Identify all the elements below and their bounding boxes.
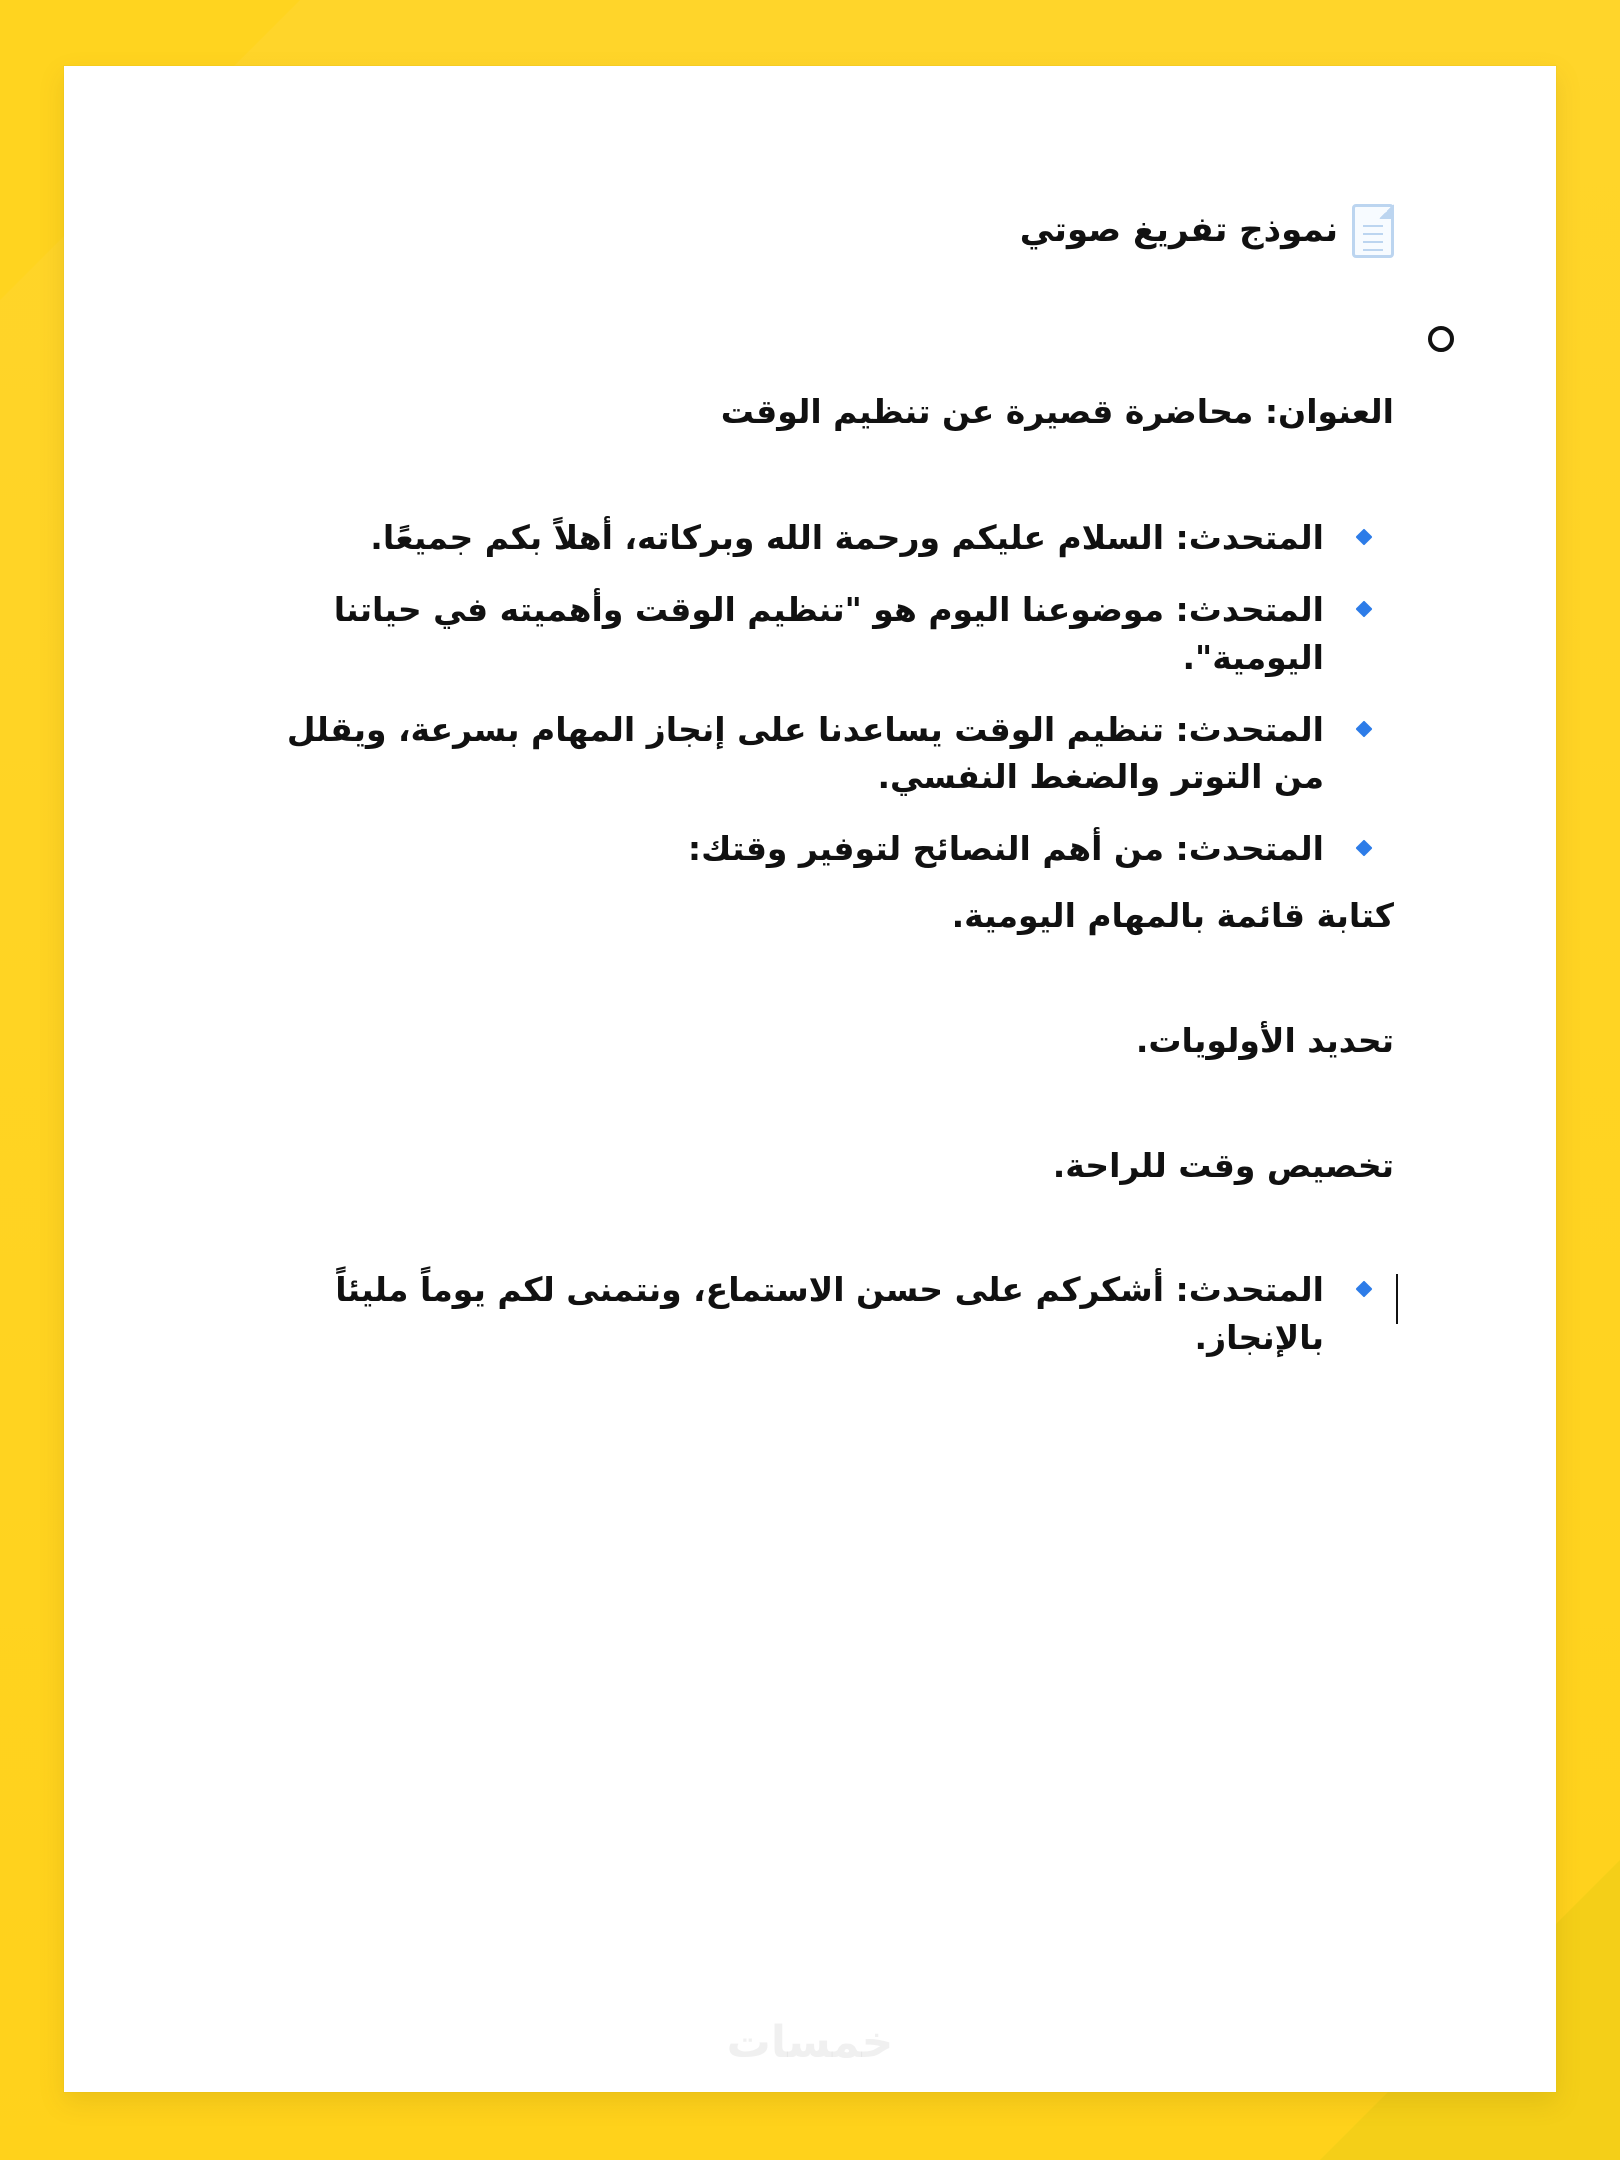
document-icon-line <box>1363 225 1383 227</box>
tip-item: تخصيص وقت للراحة. <box>1052 1146 1394 1185</box>
speaker-bullet-item <box>254 514 1394 562</box>
document-icon-line <box>1363 241 1383 243</box>
speaker-bullet-item <box>254 586 1394 682</box>
closing-bullet-text: المتحدث: أشكركم على حسن الاستماع، ونتمنى لكم يوماً مليئاً بالإنجاز. <box>335 1270 1324 1357</box>
speaker-bullet-text: المتحدث: السلام عليكم ورحمة الله وبركاته، أهلاً بكم جميعًا. <box>370 518 1324 557</box>
speaker-bullet-item <box>254 825 1394 873</box>
diamond-bullet-icon <box>1356 720 1373 737</box>
document-subtitle: العنوان: محاضرة قصيرة عن تنظيم الوقت <box>720 392 1394 431</box>
document-icon-line <box>1363 249 1383 251</box>
speaker-bullet-text: المتحدث: موضوعنا اليوم هو "تنظيم الوقت وأهميته في حياتنا اليومية". <box>333 589 1324 677</box>
document-title: نموذج تفريغ صوتي <box>1019 210 1338 251</box>
diamond-bullet-icon <box>1356 1281 1373 1298</box>
speaker-bullet-text: المتحدث: تنظيم الوقت يساعدنا على إنجاز المهام بسرعة، ويقلل من التوتر والضغط النفسي. <box>286 709 1324 797</box>
circle-marker-icon <box>1428 326 1454 352</box>
diamond-bullet-icon <box>1356 529 1373 546</box>
document-page <box>64 66 1556 2092</box>
closing-bullet-row <box>254 1266 1394 1386</box>
document-content <box>254 66 1394 2092</box>
diamond-bullet-icon <box>1356 600 1373 617</box>
speaker-bullet-list <box>254 514 1394 897</box>
speaker-bullet-item <box>254 706 1394 802</box>
document-icon-line <box>1363 233 1383 235</box>
tip-item: تحديد الأولويات. <box>1135 1021 1394 1060</box>
watermark-logo: خمسات <box>726 2017 894 2068</box>
document-title-row <box>1020 204 1394 258</box>
document-icon <box>1352 204 1394 258</box>
diamond-bullet-icon <box>1356 840 1373 857</box>
text-cursor <box>1396 1274 1398 1324</box>
speaker-bullet-text: المتحدث: من أهم النصائح لتوفير وقتك: <box>687 829 1324 869</box>
closing-bullet-item <box>254 1266 1394 1362</box>
tip-item: كتابة قائمة بالمهام اليومية. <box>951 896 1394 935</box>
